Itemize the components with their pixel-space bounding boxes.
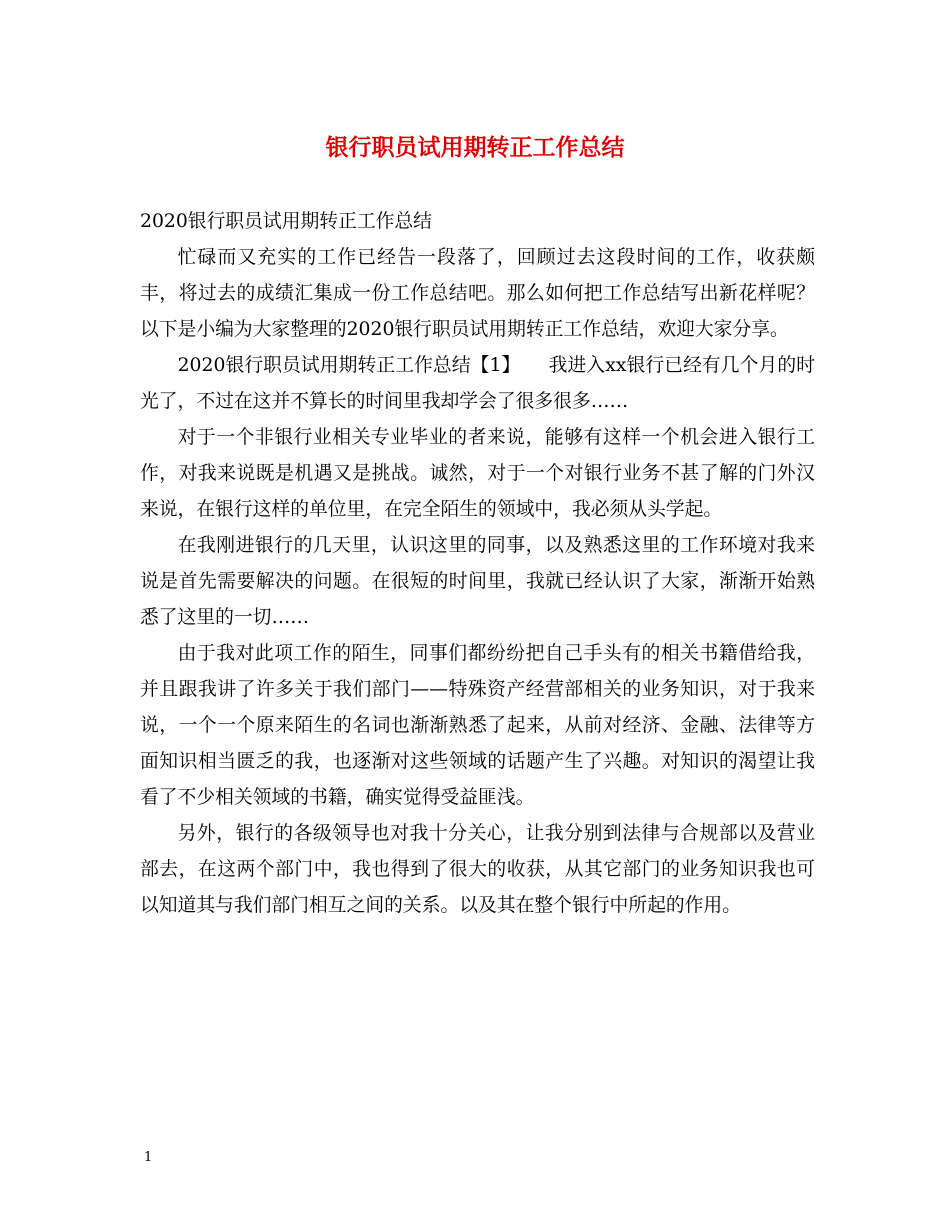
document-body xyxy=(140,204,815,924)
paragraph-section-1: 2020银行职员试用期转正工作总结【1】 我进入xx银行已经有几个月的时光了，不过在这并不算长的时间里我却学会了很多很多…… xyxy=(140,355,815,412)
paragraph-knowledge: 由于我对此项工作的陌生，同事们都纷纷把自己手头有的相关书籍借给我，并且跟我讲了许多关于我们部门——特殊资产经营部相关的业务知识，对于我来说，一个一个原来陌生的名词也渐渐熟悉了起来，从前对经济、金融、法律等方面知识相当匮乏的我，也逐渐对这些领域的话题产生了兴趣。对知识的渴望让我看了不少相关领域的书籍，确实觉得受益匪浅。 xyxy=(140,643,815,808)
page-number: 1 xyxy=(144,1150,153,1165)
document-title: 银行职员试用期转正工作总结 xyxy=(325,134,625,161)
paragraph-intro: 忙碌而又充实的工作已经告一段落了，回顾过去这段时间的工作，收获颇丰，将过去的成绩汇集成一份工作总结吧。那么如何把工作总结写出新花样呢？以下是小编为大家整理的2020银行职员试用期转正工作总结，欢迎大家分享。 xyxy=(140,247,815,340)
paragraph-colleagues: 在我刚进银行的几天里，认识这里的同事，以及熟悉这里的工作环境对我来说是首先需要解决的问题。在很短的时间里，我就已经认识了大家，渐渐开始熟悉了这里的一切…… xyxy=(140,535,815,628)
document-subtitle: 2020银行职员试用期转正工作总结 xyxy=(140,211,432,232)
paragraph-leadership: 另外，银行的各级领导也对我十分关心，让我分别到法律与合规部以及营业部去，在这两个部门中，我也得到了很大的收获，从其它部门的业务知识我也可以知道其与我们部门相互之间的关系。以及其在整个银行中所起的作用。 xyxy=(140,823,815,916)
paragraph-background: 对于一个非银行业相关专业毕业的者来说，能够有这样一个机会进入银行工作，对我来说既是机遇又是挑战。诚然，对于一个对银行业务不甚了解的门外汉来说，在银行这样的单位里，在完全陌生的领域中，我必须从头学起。 xyxy=(140,427,815,520)
